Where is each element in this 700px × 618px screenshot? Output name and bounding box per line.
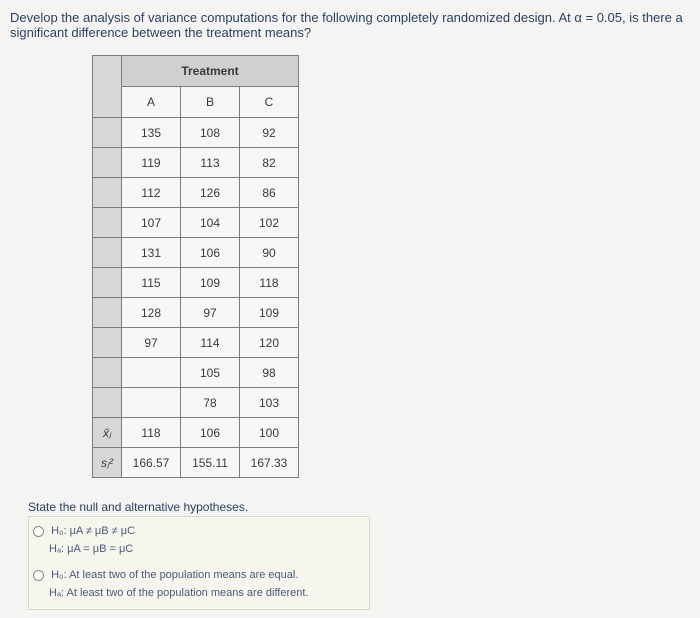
table-cell: 126 [181,178,240,208]
option-2-h0: H₀: At least two of the population means are equal. [51,569,299,581]
variance-cell: 167.33 [240,448,299,478]
table-cell: 82 [240,148,299,178]
table-cell: 104 [181,208,240,238]
variance-cell: 155.11 [181,448,240,478]
table-cell: 118 [240,268,299,298]
table-cell: 103 [240,388,299,418]
table-cell: 119 [122,148,181,178]
option-1-h0: H₀: μA ≠ μB ≠ μC [51,525,136,537]
table-cell: 97 [122,328,181,358]
table-row [93,358,299,388]
table-cell: 115 [122,268,181,298]
row-spacer [93,118,122,148]
table-row [93,238,299,268]
row-spacer [93,268,122,298]
mean-cell: 118 [122,418,181,448]
table-cell: 86 [240,178,299,208]
option-1-radio[interactable] [33,526,44,537]
table-cell: 112 [122,178,181,208]
table-cell: 135 [122,118,181,148]
row-spacer [93,238,122,268]
table-row [93,208,299,238]
table-cell: 106 [181,238,240,268]
row-spacer [93,358,122,388]
row-spacer [93,178,122,208]
question-text: Develop the analysis of variance computations for the following completely randomized design. At α = 0.05, is there a significant difference between the treatment means? [10,10,683,40]
table-row [93,118,299,148]
table-cell: 114 [181,328,240,358]
treatment-table [92,55,299,478]
column-header-c: C [240,87,299,118]
mean-cell: 106 [181,418,240,448]
option-1[interactable] [33,525,135,555]
mean-label: x̄ⱼ [93,418,122,448]
table-row [93,298,299,328]
table-cell: 78 [181,388,240,418]
treatment-header: Treatment [122,56,299,87]
table-cell: 128 [122,298,181,328]
table-cell: 97 [181,298,240,328]
table-cell: 120 [240,328,299,358]
table-cell: 92 [240,118,299,148]
variance-cell: 166.57 [122,448,181,478]
variance-row [93,448,299,478]
table-cell: 109 [181,268,240,298]
option-2-ha: Hₐ: At least two of the population means are different. [49,587,309,599]
table-cell: 108 [181,118,240,148]
row-spacer [93,208,122,238]
row-label-spacer [93,56,122,118]
row-spacer [93,328,122,358]
data-table-container [92,55,299,478]
mean-cell: 100 [240,418,299,448]
table-cell [122,358,181,388]
option-2-radio[interactable] [33,570,44,581]
table-row [93,148,299,178]
table-row [93,268,299,298]
variance-label: sⱼ² [93,448,122,478]
row-spacer [93,148,122,178]
table-row [93,178,299,208]
table-cell: 102 [240,208,299,238]
option-1-ha: Hₐ: μA = μB = μC [49,543,134,555]
table-cell: 105 [181,358,240,388]
answer-options [28,516,370,610]
table-row [93,388,299,418]
table-cell [122,388,181,418]
table-cell: 109 [240,298,299,328]
column-header-b: B [181,87,240,118]
table-row [93,328,299,358]
table-cell: 131 [122,238,181,268]
table-cell: 113 [181,148,240,178]
table-cell: 98 [240,358,299,388]
row-spacer [93,388,122,418]
hypotheses-prompt: State the null and alternative hypotheses. [28,500,249,514]
table-cell: 107 [122,208,181,238]
option-2[interactable] [33,569,309,599]
row-spacer [93,298,122,328]
means-row [93,418,299,448]
column-header-a: A [122,87,181,118]
table-cell: 90 [240,238,299,268]
